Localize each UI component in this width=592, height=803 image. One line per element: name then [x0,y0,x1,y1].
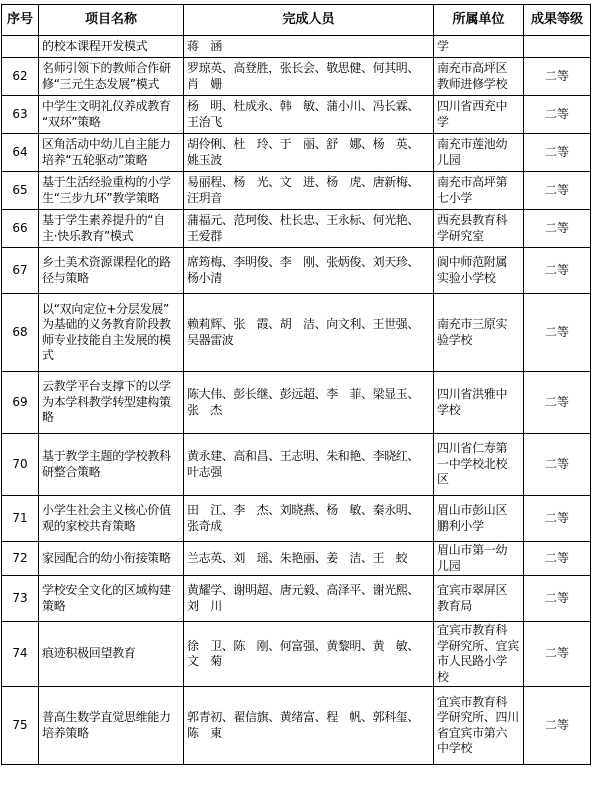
people-line: 叶志强 [187,464,222,479]
cell-unit [434,96,524,134]
cell-grade: 二等 [524,248,591,294]
unit-line: 学研究所、宜宾 [437,638,519,653]
unit-line: 七小学 [437,190,473,205]
cell-num: 71 [2,496,39,542]
unit-line: 学校 [437,402,461,417]
cell-unit [434,372,524,434]
unit-line: 阆中师范附属 [437,255,508,269]
unit-line: 四川省洪雅中 [437,387,508,401]
unit-line: 校 [437,669,449,684]
cell-unit [434,687,524,765]
people-line: 黄永建、高和昌、王志明、朱和艳、李晓红、 [187,449,420,463]
unit-line: 儿园 [437,152,461,167]
cell-project-name [39,36,184,58]
people-line: 杨小清 [187,270,222,285]
project-name-line: 略 [42,410,54,425]
cell-people [184,36,434,58]
people-line: 蒲福元、范珂俊、杜长忠、王永标、何光艳、 [187,213,420,227]
people-line: 黄耀学、谢明超、唐元毅、高泽平、谢光熙、 [187,583,420,597]
people-line: 王爱群 [187,228,222,243]
cell-grade: 二等 [524,134,591,172]
project-name-line: 以“双向定位+分层发展” [42,301,169,316]
cell-people [184,622,434,687]
cell-unit [434,248,524,294]
project-name-line: 云教学平台支撑下的以学 [42,379,171,394]
cell-people [184,210,434,248]
cell-num [2,36,39,58]
cell-people [184,496,434,542]
unit-line: 眉山市第一幼 [437,543,508,557]
cell-project-name [39,294,184,372]
people-line: 赖莉辉、张 霞、胡 洁、向文利、王世强、 [187,317,420,331]
cell-num: 74 [2,622,39,687]
unit-line: 实验小学校 [437,270,496,285]
header-unit: 所属单位 [434,5,524,36]
table-row [2,576,591,622]
project-name-line: 径与策略 [42,270,89,285]
people-line: 汪玥音 [187,190,222,205]
cell-num: 69 [2,372,39,434]
unit-line: 南充市高坪区 [437,61,508,75]
project-name-line: 培养策略 [42,725,89,740]
project-name-line: 区角活动中幼儿自主能力 [42,137,171,151]
cell-unit [434,134,524,172]
unit-line: 西充县教育科 [437,213,508,227]
cell-project-name [39,622,184,687]
cell-grade: 二等 [524,434,591,496]
unit-line: 儿园 [437,558,461,573]
header-project-name: 项目名称 [39,5,184,36]
project-name-line: 生“三步九环”教学策略 [42,190,160,205]
table-row [2,36,591,58]
cell-grade [524,36,591,58]
cell-grade: 二等 [524,687,591,765]
unit-line: 南充市三原实 [437,317,508,331]
people-line: 罗琼英、高登胜，张长会、敬思健、何其明、 [187,61,420,75]
cell-num: 73 [2,576,39,622]
unit-line: 学 [437,114,449,129]
people-line: 刘 川 [187,598,222,613]
cell-people [184,542,434,576]
cell-num: 64 [2,134,39,172]
people-line: 蒋 涵 [187,38,222,53]
cell-people [184,248,434,294]
cell-project-name [39,58,184,96]
cell-people [184,434,434,496]
project-name-line: 基于生活经验重构的小学 [42,175,171,189]
table-row [2,496,591,542]
header-grade: 成果等级 [524,5,591,36]
cell-project-name [39,496,184,542]
people-line: 杨 明、杜成永、韩 敏、蒲小川、冯长霖、 [187,99,420,113]
people-line: 席筠梅、李明俊、李 刚、张炳俊、刘天珍、 [187,255,420,269]
project-name-line: 策略 [42,598,66,613]
unit-line: 四川省仁寿第 [437,441,508,456]
cell-unit [434,542,524,576]
cell-num: 75 [2,687,39,765]
people-line: 张奇成 [187,518,222,533]
project-name-line: 修“三元生态发展”模式 [42,76,160,91]
cell-people [184,58,434,96]
cell-people [184,576,434,622]
table-row [2,622,591,687]
table-row [2,542,591,576]
table-row [2,372,591,434]
table-row [2,172,591,210]
cell-unit [434,36,524,58]
cell-unit [434,496,524,542]
cell-grade: 二等 [524,294,591,372]
table-header-row [2,5,591,36]
unit-line: 学 [437,38,449,53]
cell-num: 63 [2,96,39,134]
people-line: 胡伶俐、杜 玲、于 丽、舒 娜、杨 英、 [187,137,420,151]
unit-line: 鹏利小学 [437,518,484,533]
table-row [2,58,591,96]
unit-line: 教师进修学校 [437,76,508,91]
unit-line: 宜宾市翠屏区 [437,583,508,597]
project-name-line: 主·快乐教育”模式 [42,228,134,243]
people-line: 陈 東 [187,725,222,740]
cell-people [184,372,434,434]
cell-unit [434,434,524,496]
unit-line: 宜宾市教育科 [437,623,508,637]
people-line: 张 杰 [187,402,222,417]
unit-line: 一中学校北校 [437,456,508,471]
unit-line: 市人民路小学 [437,654,508,668]
people-line: 田 江、李 杰、刘晓燕、杨 敏、秦永明、 [187,503,420,517]
table-row [2,434,591,496]
unit-line: 学研究室 [437,228,484,243]
project-name-line: 为本学科教学转型建构策 [42,394,171,409]
cell-num: 68 [2,294,39,372]
table-row [2,248,591,294]
cell-project-name [39,687,184,765]
cell-people [184,294,434,372]
project-name-line: 培养“五轮驱动”策略 [42,152,148,167]
cell-project-name [39,134,184,172]
cell-grade: 二等 [524,622,591,687]
cell-num: 65 [2,172,39,210]
cell-project-name [39,576,184,622]
table-row [2,687,591,765]
cell-project-name [39,542,184,576]
unit-line: 四川省西充中 [437,99,508,113]
people-line: 肖 姗 [187,76,222,91]
unit-line: 教育局 [437,598,473,613]
cell-grade: 二等 [524,496,591,542]
cell-grade: 二等 [524,542,591,576]
people-line: 兰志英、刘 瑶、朱艳丽、姜 洁、王 蛟 [187,550,408,565]
project-name-line: 师专业技能自主发展的模 [42,332,171,347]
unit-line: 验学校 [437,332,473,347]
unit-line: 中学校 [437,741,473,755]
table-row [2,210,591,248]
people-line: 文 菊 [187,654,222,668]
table-row [2,96,591,134]
table-body [2,36,591,765]
people-line: 易丽程、杨 光、文 进、杨 虎、唐新梅、 [187,175,420,189]
project-name-line: 中学生文明礼仪养成教育 [42,99,171,113]
cell-project-name [39,210,184,248]
project-name-line: 痕迹积极回望教育 [42,646,136,661]
header-num: 序号 [2,5,39,36]
project-name-line: 普高生数学直觉思维能力 [42,710,171,724]
project-name-line: 式 [42,348,54,362]
people-line: 吴器雷波 [187,332,234,347]
people-line: 王治飞 [187,114,222,129]
project-name-line: “双环”策略 [42,114,101,129]
cell-grade: 二等 [524,210,591,248]
unit-line: 南充市高坪第 [437,175,508,189]
unit-line: 学研究所、四川 [437,710,519,724]
project-name-line: 家园配合的幼小衔接策略 [42,550,171,565]
cell-unit [434,172,524,210]
header-people: 完成人员 [184,5,434,36]
cell-grade: 二等 [524,372,591,434]
cell-unit [434,294,524,372]
unit-line: 省宜宾市第六 [437,725,508,740]
project-name-line: 小学生社会主义核心价值 [42,503,171,517]
project-name-line: 名师引领下的教师合作研 [42,61,171,75]
cell-grade: 二等 [524,576,591,622]
awards-table [1,4,591,765]
cell-num: 67 [2,248,39,294]
project-name-line: 研整合策略 [42,464,101,479]
unit-line: 宜宾市教育科 [437,694,508,709]
project-name-line: 基于学生素养提升的“自 [42,213,165,227]
cell-people [184,687,434,765]
cell-unit [434,622,524,687]
cell-num: 66 [2,210,39,248]
cell-grade: 二等 [524,96,591,134]
cell-num: 70 [2,434,39,496]
table-row [2,134,591,172]
unit-line: 眉山市彭山区 [437,503,508,517]
project-name-line: 学校安全文化的区域构建 [42,583,171,597]
cell-people [184,172,434,210]
project-name-line: 乡土美术资源课程化的路 [42,255,171,269]
cell-unit [434,58,524,96]
cell-people [184,134,434,172]
table-row [2,294,591,372]
cell-unit [434,576,524,622]
cell-project-name [39,372,184,434]
unit-line: 南充市莲池幼 [437,137,508,151]
cell-project-name [39,172,184,210]
cell-project-name [39,248,184,294]
cell-unit [434,210,524,248]
cell-grade: 二等 [524,172,591,210]
project-name-line: 观的家校共育策略 [42,518,136,533]
project-name-line: 为基础的义务教育阶段教 [42,317,171,331]
people-line: 陈大伟、彭长继、彭远超、李 菲、梁显玉、 [187,387,420,401]
cell-grade: 二等 [524,58,591,96]
people-line: 姚玉波 [187,152,222,167]
unit-line: 区 [437,472,449,487]
cell-people [184,96,434,134]
cell-num: 62 [2,58,39,96]
cell-project-name [39,434,184,496]
project-name-line: 基于教学主题的学校教科 [42,449,171,463]
cell-project-name [39,96,184,134]
project-name-line: 的校本课程开发模式 [42,38,148,53]
people-line: 徐 卫、陈 刚、何富强、黄黎明、黄 敏、 [187,638,420,653]
cell-num: 72 [2,542,39,576]
people-line: 郭青初、翟信旗、黄绪富、程 帆、郭科玺、 [187,710,420,724]
